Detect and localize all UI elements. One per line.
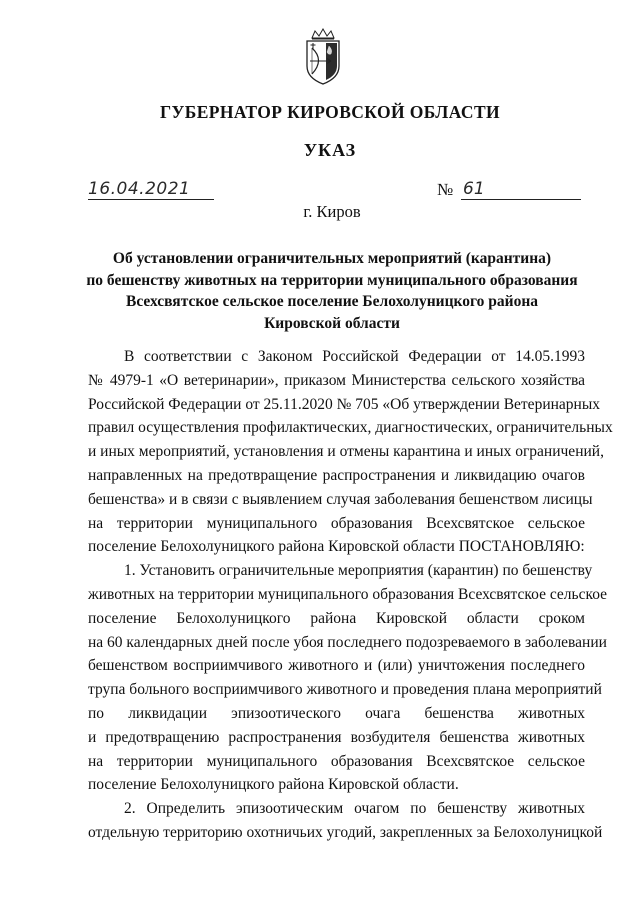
handwritten-number: 61 xyxy=(463,179,485,199)
body-line: 1. Установить ограничительные мероприятия (карантин) по бешенству xyxy=(124,562,593,580)
title-line: по бешенству животных на территории муниципального образования xyxy=(86,271,578,289)
body-line: бешенства» и в связи с выявлением случая заболевания бешенством лисицы xyxy=(88,490,593,508)
number-label: № xyxy=(437,180,454,199)
number-underline xyxy=(461,199,581,200)
body-line: на территории муниципального образования Всехсвятское сельское xyxy=(88,514,585,532)
handwritten-date: 16.04.2021 xyxy=(88,179,191,199)
body-line: правил осуществления профилактических, диагностических, ограничительных xyxy=(88,419,613,437)
body-line: поселение Белохолуницкого района Кировской области. xyxy=(88,776,459,794)
body-line: трупа больного восприимчивого животного и проведения плана мероприятий xyxy=(88,681,602,699)
authority-heading: ГУБЕРНАТОР КИРОВСКОЙ ОБЛАСТИ xyxy=(159,102,501,122)
body-line: на 60 календарных дней после убоя последнего подозреваемого в заболевании xyxy=(88,633,607,651)
body-line: животных на территории муниципального образования Всехсвятское сельское xyxy=(88,585,608,603)
body-line: Российской Федерации от 25.11.2020 № 705 «Об утверждении Ветеринарных xyxy=(88,395,600,413)
body-line: 2. Определить эпизоотическим очагом по бешенству животных xyxy=(124,800,585,818)
body-line: поселение Белохолуницкого района Кировской области сроком xyxy=(88,609,585,627)
document-title xyxy=(40,248,624,334)
body-line: бешенством восприимчивого животного и (или) уничтожения последнего xyxy=(88,657,585,675)
title-line: Всехсвятское сельское поселение Белохолуницкого района xyxy=(125,293,538,310)
body-line: и предотвращению распространения возбудителя бешенства животных xyxy=(88,728,585,746)
body-line: В соответствии с Законом Российской Федерации от 14.05.1993 xyxy=(124,348,585,365)
body-line: на территории муниципального образования Всехсвятское сельское xyxy=(88,752,585,770)
city-label: г. Киров xyxy=(303,202,361,221)
body-line: отдельную территорию охотничьих угодий, закрепленных за Белохолуницкой xyxy=(88,823,603,841)
body-line: и иных мероприятий, установления и отмены карантина и иных ограничений, xyxy=(88,443,604,461)
document-type-heading: УКАЗ xyxy=(303,140,357,160)
date-field xyxy=(88,180,214,202)
number-field xyxy=(461,180,581,202)
body-line: по ликвидации эпизоотического очага бешенства животных xyxy=(88,704,585,722)
body-line: поселение Белохолуницкого района Кировской области ПОСТАНОВЛЯЮ: xyxy=(88,538,585,556)
body-line: № 4979-1 «О ветеринарии», приказом Министерства сельского хозяйства xyxy=(88,371,585,389)
coat-of-arms-icon xyxy=(298,28,348,86)
document-body xyxy=(88,345,613,845)
title-line: Кировской области xyxy=(264,314,400,332)
title-line: Об установлении ограничительных мероприятий (карантина) xyxy=(112,250,552,267)
date-underline xyxy=(88,199,214,200)
body-line: направленных на предотвращение распространения и ликвидацию очагов xyxy=(88,466,585,484)
